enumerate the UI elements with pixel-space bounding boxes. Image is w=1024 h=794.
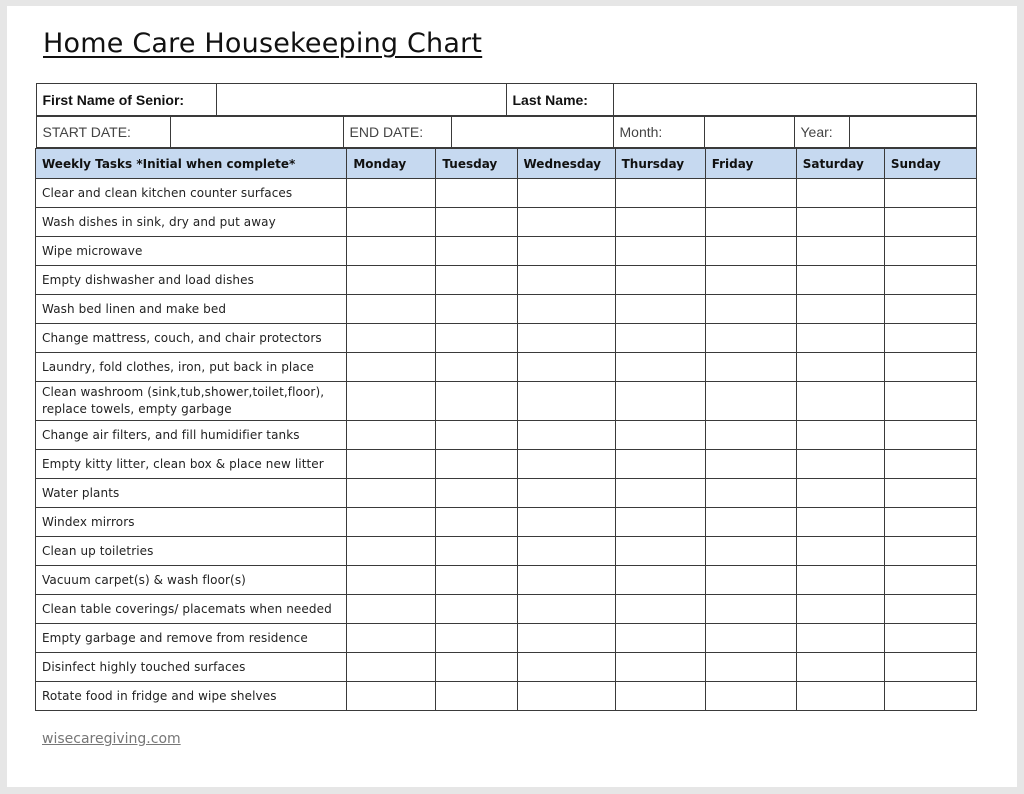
start-date-label: START DATE: <box>36 117 170 148</box>
initial-cell-sunday[interactable] <box>884 537 976 566</box>
task-label: Rotate food in fridge and wipe shelves <box>36 682 347 711</box>
initial-cell-wednesday[interactable] <box>517 508 615 537</box>
initial-cell-tuesday[interactable] <box>436 179 517 208</box>
initial-cell-thursday[interactable] <box>615 421 705 450</box>
initial-cell-wednesday[interactable] <box>517 450 615 479</box>
initial-cell-sunday[interactable] <box>884 653 976 682</box>
initial-cell-friday[interactable] <box>705 653 796 682</box>
initial-cell-thursday[interactable] <box>615 537 705 566</box>
year-field[interactable] <box>849 117 976 148</box>
initial-cell-friday[interactable] <box>705 682 796 711</box>
initial-cell-thursday[interactable] <box>615 295 705 324</box>
initial-cell-tuesday[interactable] <box>436 266 517 295</box>
initial-cell-wednesday[interactable] <box>517 624 615 653</box>
initial-cell-wednesday[interactable] <box>517 237 615 266</box>
task-label: Vacuum carpet(s) & wash floor(s) <box>36 566 347 595</box>
initial-cell-wednesday[interactable] <box>517 479 615 508</box>
initial-cell-saturday[interactable] <box>796 537 884 566</box>
initial-cell-saturday[interactable] <box>796 508 884 537</box>
initial-cell-monday[interactable] <box>347 266 436 295</box>
initial-cell-tuesday[interactable] <box>436 508 517 537</box>
table-row <box>36 479 977 508</box>
initial-cell-wednesday[interactable] <box>517 421 615 450</box>
document-title: Home Care Housekeeping Chart <box>43 28 483 59</box>
initial-cell-friday[interactable] <box>705 266 796 295</box>
initial-cell-tuesday[interactable] <box>436 624 517 653</box>
task-label: Clean up toiletries <box>36 537 347 566</box>
header-tuesday: Tuesday <box>436 149 517 179</box>
initial-cell-thursday[interactable] <box>615 595 705 624</box>
initial-cell-tuesday[interactable] <box>436 382 517 421</box>
task-label: Empty dishwasher and load dishes <box>36 266 347 295</box>
initial-cell-thursday[interactable] <box>615 266 705 295</box>
initial-cell-sunday[interactable] <box>884 208 976 237</box>
initial-cell-sunday[interactable] <box>884 353 976 382</box>
header-weekly-tasks: Weekly Tasks *Initial when complete* <box>36 149 347 179</box>
task-label: Empty garbage and remove from residence <box>36 624 347 653</box>
initial-cell-saturday[interactable] <box>796 421 884 450</box>
initial-cell-monday[interactable] <box>347 595 436 624</box>
initial-cell-friday[interactable] <box>705 595 796 624</box>
initial-cell-tuesday[interactable] <box>436 479 517 508</box>
month-field[interactable] <box>704 117 794 148</box>
table-row <box>36 595 977 624</box>
initial-cell-sunday[interactable] <box>884 682 976 711</box>
initial-cell-monday[interactable] <box>347 653 436 682</box>
initial-cell-sunday[interactable] <box>884 479 976 508</box>
date-section <box>36 116 977 148</box>
initial-cell-friday[interactable] <box>705 208 796 237</box>
header-monday: Monday <box>347 149 436 179</box>
initial-cell-tuesday[interactable] <box>436 537 517 566</box>
initial-cell-monday[interactable] <box>347 479 436 508</box>
initial-cell-tuesday[interactable] <box>436 682 517 711</box>
last-name-label: Last Name: <box>506 84 613 116</box>
initial-cell-monday[interactable] <box>347 208 436 237</box>
task-label: Clean washroom (sink,tub,shower,toilet,floor), replace towels, empty garbage <box>36 382 347 421</box>
initial-cell-monday[interactable] <box>347 421 436 450</box>
initial-cell-tuesday[interactable] <box>436 595 517 624</box>
initial-cell-thursday[interactable] <box>615 624 705 653</box>
initial-cell-tuesday[interactable] <box>436 237 517 266</box>
initial-cell-wednesday[interactable] <box>517 324 615 353</box>
initial-cell-friday[interactable] <box>705 450 796 479</box>
table-row <box>36 450 977 479</box>
initial-cell-tuesday[interactable] <box>436 324 517 353</box>
initial-cell-monday[interactable] <box>347 353 436 382</box>
task-label: Change mattress, couch, and chair protectors <box>36 324 347 353</box>
initial-cell-sunday[interactable] <box>884 508 976 537</box>
initial-cell-monday[interactable] <box>347 508 436 537</box>
initial-cell-sunday[interactable] <box>884 266 976 295</box>
table-row <box>36 653 977 682</box>
initial-cell-thursday[interactable] <box>615 324 705 353</box>
initial-cell-friday[interactable] <box>705 566 796 595</box>
initial-cell-saturday[interactable] <box>796 266 884 295</box>
end-date-label: END DATE: <box>343 117 451 148</box>
table-row <box>36 353 977 382</box>
initial-cell-wednesday[interactable] <box>517 266 615 295</box>
initial-cell-thursday[interactable] <box>615 208 705 237</box>
initial-cell-thursday[interactable] <box>615 237 705 266</box>
initial-cell-wednesday[interactable] <box>517 353 615 382</box>
initial-cell-thursday[interactable] <box>615 682 705 711</box>
initial-cell-monday[interactable] <box>347 324 436 353</box>
initial-cell-wednesday[interactable] <box>517 595 615 624</box>
table-row <box>36 537 977 566</box>
initial-cell-thursday[interactable] <box>615 508 705 537</box>
initial-cell-monday[interactable] <box>347 295 436 324</box>
table-row <box>36 266 977 295</box>
initial-cell-wednesday[interactable] <box>517 382 615 421</box>
initial-cell-thursday[interactable] <box>615 382 705 421</box>
initial-cell-monday[interactable] <box>347 382 436 421</box>
initial-cell-saturday[interactable] <box>796 208 884 237</box>
initial-cell-friday[interactable] <box>705 508 796 537</box>
task-label: Windex mirrors <box>36 508 347 537</box>
initial-cell-tuesday[interactable] <box>436 295 517 324</box>
first-name-field[interactable] <box>216 84 506 116</box>
housekeeping-table <box>35 83 977 711</box>
table-row <box>36 624 977 653</box>
initial-cell-saturday[interactable] <box>796 295 884 324</box>
initial-cell-friday[interactable] <box>705 324 796 353</box>
initial-cell-thursday[interactable] <box>615 450 705 479</box>
initial-cell-saturday[interactable] <box>796 382 884 421</box>
initial-cell-sunday[interactable] <box>884 450 976 479</box>
initial-cell-friday[interactable] <box>705 353 796 382</box>
first-name-label: First Name of Senior: <box>36 84 216 116</box>
table-row <box>36 382 977 421</box>
initial-cell-friday[interactable] <box>705 479 796 508</box>
initial-cell-saturday[interactable] <box>796 479 884 508</box>
initial-cell-wednesday[interactable] <box>517 295 615 324</box>
end-date-field[interactable] <box>451 117 613 148</box>
initial-cell-sunday[interactable] <box>884 595 976 624</box>
initial-cell-friday[interactable] <box>705 421 796 450</box>
task-label: Empty kitty litter, clean box & place new litter <box>36 450 347 479</box>
initial-cell-sunday[interactable] <box>884 566 976 595</box>
initial-cell-friday[interactable] <box>705 382 796 421</box>
table-row <box>36 324 977 353</box>
task-label: Change air filters, and fill humidifier tanks <box>36 421 347 450</box>
initial-cell-monday[interactable] <box>347 624 436 653</box>
table-row <box>36 508 977 537</box>
table-header-row <box>36 149 977 179</box>
initial-cell-thursday[interactable] <box>615 353 705 382</box>
initial-cell-saturday[interactable] <box>796 179 884 208</box>
initial-cell-tuesday[interactable] <box>436 653 517 682</box>
header-friday: Friday <box>705 149 796 179</box>
initial-cell-friday[interactable] <box>705 237 796 266</box>
month-label: Month: <box>613 117 704 148</box>
table-row <box>36 208 977 237</box>
document-page <box>7 6 1017 787</box>
start-date-field[interactable] <box>170 117 343 148</box>
initial-cell-wednesday[interactable] <box>517 208 615 237</box>
initial-cell-tuesday[interactable] <box>436 450 517 479</box>
initial-cell-monday[interactable] <box>347 179 436 208</box>
initial-cell-tuesday[interactable] <box>436 566 517 595</box>
initial-cell-tuesday[interactable] <box>436 353 517 382</box>
initial-cell-sunday[interactable] <box>884 324 976 353</box>
initial-cell-thursday[interactable] <box>615 179 705 208</box>
header-wednesday: Wednesday <box>517 149 615 179</box>
initial-cell-friday[interactable] <box>705 624 796 653</box>
source-link[interactable]: wisecaregiving.com <box>42 731 181 747</box>
last-name-field[interactable] <box>613 84 976 116</box>
year-label: Year: <box>794 117 849 148</box>
initial-cell-friday[interactable] <box>705 179 796 208</box>
initial-cell-friday[interactable] <box>705 295 796 324</box>
task-label: Water plants <box>36 479 347 508</box>
initial-cell-saturday[interactable] <box>796 595 884 624</box>
initial-cell-tuesday[interactable] <box>436 208 517 237</box>
task-label: Disinfect highly touched surfaces <box>36 653 347 682</box>
task-label: Wipe microwave <box>36 237 347 266</box>
header-saturday: Saturday <box>796 149 884 179</box>
initial-cell-saturday[interactable] <box>796 237 884 266</box>
initial-cell-wednesday[interactable] <box>517 179 615 208</box>
table-row <box>36 237 977 266</box>
initial-cell-sunday[interactable] <box>884 382 976 421</box>
task-label: Clean table coverings/ placemats when needed <box>36 595 347 624</box>
initial-cell-tuesday[interactable] <box>436 421 517 450</box>
task-label: Clear and clean kitchen counter surfaces <box>36 179 347 208</box>
initial-cell-wednesday[interactable] <box>517 537 615 566</box>
initial-cell-saturday[interactable] <box>796 324 884 353</box>
task-label: Wash dishes in sink, dry and put away <box>36 208 347 237</box>
initial-cell-wednesday[interactable] <box>517 566 615 595</box>
initial-cell-sunday[interactable] <box>884 237 976 266</box>
initial-cell-sunday[interactable] <box>884 421 976 450</box>
initial-cell-wednesday[interactable] <box>517 653 615 682</box>
initial-cell-saturday[interactable] <box>796 353 884 382</box>
table-row <box>36 421 977 450</box>
task-label: Laundry, fold clothes, iron, put back in place <box>36 353 347 382</box>
initial-cell-monday[interactable] <box>347 682 436 711</box>
table-row <box>36 566 977 595</box>
initial-cell-saturday[interactable] <box>796 566 884 595</box>
task-label: Wash bed linen and make bed <box>36 295 347 324</box>
initial-cell-saturday[interactable] <box>796 624 884 653</box>
table-row <box>36 682 977 711</box>
initial-cell-saturday[interactable] <box>796 450 884 479</box>
initial-cell-sunday[interactable] <box>884 624 976 653</box>
initial-cell-monday[interactable] <box>347 450 436 479</box>
table-row <box>36 179 977 208</box>
initial-cell-thursday[interactable] <box>615 479 705 508</box>
initial-cell-thursday[interactable] <box>615 653 705 682</box>
initial-cell-monday[interactable] <box>347 237 436 266</box>
initial-cell-saturday[interactable] <box>796 682 884 711</box>
initial-cell-friday[interactable] <box>705 537 796 566</box>
table-row <box>36 295 977 324</box>
header-thursday: Thursday <box>615 149 705 179</box>
header-sunday: Sunday <box>884 149 976 179</box>
initial-cell-sunday[interactable] <box>884 295 976 324</box>
initial-cell-saturday[interactable] <box>796 653 884 682</box>
initial-cell-wednesday[interactable] <box>517 682 615 711</box>
initial-cell-thursday[interactable] <box>615 566 705 595</box>
initial-cell-monday[interactable] <box>347 566 436 595</box>
info-section <box>36 83 977 116</box>
initial-cell-sunday[interactable] <box>884 179 976 208</box>
initial-cell-monday[interactable] <box>347 537 436 566</box>
